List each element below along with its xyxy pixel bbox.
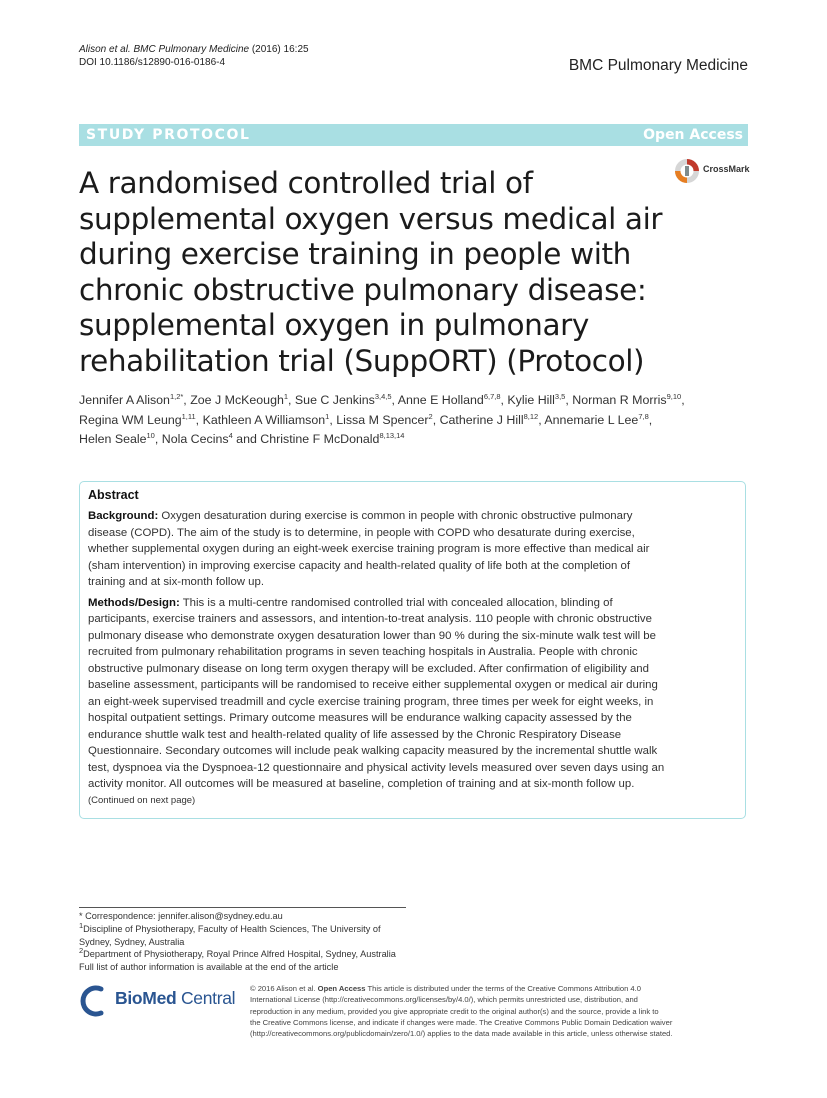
license-line: reproduction in any medium, provided you give appropriate credit to the original author(s) and the source, provide a link to bbox=[250, 1006, 659, 1016]
abstract-line: participants, exercise trainers and assessors, and intention-to-treat analysis. 110 people with chronic obstructive bbox=[88, 613, 652, 625]
author[interactable] bbox=[162, 432, 233, 446]
abstract-body bbox=[88, 508, 743, 793]
author-name: Catherine J Hill bbox=[439, 412, 524, 427]
author-name: Lissa M Spencer bbox=[336, 412, 429, 427]
abstract-line: disease (COPD). The aim of the study is to determine, in people with COPD who desaturate during exercise, bbox=[88, 526, 635, 539]
title-line: A randomised controlled trial of bbox=[79, 166, 533, 200]
author[interactable] bbox=[440, 413, 539, 427]
author[interactable] bbox=[190, 393, 288, 407]
author[interactable] bbox=[507, 393, 565, 407]
crossmark-label: CrossMark bbox=[703, 164, 750, 174]
footnotes bbox=[79, 910, 396, 974]
abstract-line: recruited from pulmonary rehabilitation programs in seven teaching hospitals in Australia. People with chronic bbox=[88, 646, 638, 658]
study-type-label: STUDY PROTOCOL bbox=[86, 127, 251, 143]
author-affiliation-sup: 7,8 bbox=[638, 411, 649, 421]
author-affiliation-sup: 3,5 bbox=[554, 391, 566, 401]
author-name: Helen Seale bbox=[79, 432, 147, 446]
affiliation-1-cont: Sydney, Sydney, Australia bbox=[79, 936, 185, 947]
author-affiliation-sup: 8,13,14 bbox=[379, 430, 405, 440]
author-name: Sue C Jenkins bbox=[294, 393, 375, 407]
author-name: Annemarie L Lee bbox=[544, 412, 639, 427]
author-info-note: Full list of author information is available at the end of the article bbox=[79, 962, 339, 973]
author-name: Nola Cecins bbox=[161, 432, 229, 446]
abstract-line: Questionnaire. Secondary outcomes will include peak walking capacity measured by the incremental shuttle walk bbox=[88, 745, 658, 757]
publisher-name-bold: BioMed bbox=[115, 988, 177, 1008]
abstract-line: Background: Oxygen desaturation during exercise is common in people with chronic obstructive pulmonary bbox=[88, 510, 633, 522]
abstract-line: endurance shuttle walk test and health-related quality of life assessed by the Chronic Respiratory Disease bbox=[88, 728, 622, 741]
abstract-heading: Abstract bbox=[88, 488, 139, 502]
author-affiliation-sup: 1 bbox=[283, 391, 289, 401]
abstract-line: obstructive pulmonary disease on long term oxygen therapy will be excluded. After confirmation of eligibility and bbox=[88, 662, 649, 675]
section-label: Background: bbox=[88, 510, 159, 522]
license-line: the Creative Commons license, and indicate if changes were made. The Creative Commons Public Domain Dedication waiver bbox=[250, 1017, 673, 1027]
title-line: rehabilitation trial (SuppORT) (Protocol) bbox=[79, 343, 645, 378]
author[interactable] bbox=[398, 393, 501, 407]
license-line-1: © 2016 Alison et al. Open Access This article is distributed under the terms of the Creative Commons Attribution 4.0 bbox=[250, 984, 641, 993]
author-line: Helen Seale$^{10}$, Nola Cecins$^4$ and Christine F McDonald$^{8,13,14}$ bbox=[79, 430, 405, 446]
author-affiliation-sup: 4 bbox=[228, 430, 233, 440]
author[interactable] bbox=[203, 413, 330, 427]
author[interactable] bbox=[295, 393, 392, 407]
author[interactable] bbox=[79, 413, 196, 427]
section-label: Methods/Design: bbox=[88, 596, 180, 609]
continued-note: (Continued on next page) bbox=[88, 794, 196, 806]
author[interactable] bbox=[79, 432, 155, 446]
title-line: chronic obstructive pulmonary disease: bbox=[79, 272, 647, 307]
author-name: Regina WM Leung bbox=[79, 412, 182, 427]
footnote-divider bbox=[79, 907, 406, 908]
crossmark-badge[interactable] bbox=[673, 157, 753, 185]
author-name: Kathleen A Williamson bbox=[202, 412, 326, 427]
license-text bbox=[250, 983, 673, 1039]
abstract-line: activity monitor. All outcomes will be measured at baseline, completion of training and at six-month follow up. bbox=[88, 778, 635, 790]
doi: DOI 10.1186/s12890-016-0186-4 bbox=[79, 57, 226, 68]
open-access-label: Open Access bbox=[643, 127, 743, 143]
author-line: Jennifer A Alison$^{1,2*}$, Zoe J McKeough$^1$, Sue C Jenkins$^{3,4,5}$, Anne E Holland$^{6,7,8}$, Kylie Hill$^{3,5}$, Norman R Morris$^{9,10}$, bbox=[79, 391, 685, 407]
author-list bbox=[79, 391, 749, 450]
license-line: International License (http://creativecommons.org/licenses/by/4.0/), which permits unrestricted use, distribution, and bbox=[250, 995, 638, 1005]
author-affiliation-sup: 6,7,8 bbox=[483, 391, 501, 401]
abstract-line: training and at six-month follow up. bbox=[88, 576, 265, 588]
abstract-line: Methods/Design: This is a multi-centre randomised controlled trial with concealed allocation, blinding of bbox=[88, 596, 613, 609]
author[interactable] bbox=[336, 413, 432, 427]
biomed-central-icon bbox=[79, 984, 113, 1018]
crossmark-icon bbox=[673, 157, 701, 185]
biomed-central-logo bbox=[79, 981, 239, 1021]
author[interactable] bbox=[572, 393, 681, 407]
article-type-banner bbox=[79, 124, 748, 146]
abstract-box bbox=[79, 481, 746, 819]
author-affiliation-sup: 1,11 bbox=[181, 411, 196, 421]
abstract-line: test, dyspnoea via the Dyspnoea-12 questionnaire and physical activity levels measured over seven days using an bbox=[88, 761, 665, 774]
abstract-line: (sham intervention) in improving exercise capacity and health-related quality of life both at the completion of bbox=[88, 559, 630, 572]
correspondence: * Correspondence: jennifer.alison@sydney.edu.au bbox=[79, 911, 283, 921]
author-name: Jennifer A Alison bbox=[79, 393, 170, 407]
title-line: during exercise training in people with bbox=[79, 237, 631, 272]
abstract-line: baseline assessment, participants will be randomised to receive either supplemental oxygen or medical air during bbox=[88, 679, 658, 691]
citation-line-1: Alison et al. BMC Pulmonary Medicine (2016) 16:25 bbox=[79, 44, 309, 55]
abstract-line: pulmonary disease who demonstrate oxygen desaturation lower than 90 % during the six-minute walk test will be bbox=[88, 629, 656, 642]
author-affiliation-sup: 9,10 bbox=[666, 391, 682, 401]
author-affiliation-sup: 2 bbox=[428, 411, 433, 421]
author-name: Zoe J McKeough bbox=[190, 393, 284, 407]
title-line: supplemental oxygen versus medical air bbox=[79, 201, 663, 236]
article-title bbox=[79, 166, 663, 380]
author-name: Anne E Holland bbox=[397, 393, 484, 407]
author[interactable] bbox=[544, 413, 648, 427]
author[interactable] bbox=[260, 432, 404, 446]
author-affiliation-sup: 1,2* bbox=[169, 391, 184, 401]
license-line: (http://creativecommons.org/publicdomain/zero/1.0/) applies to the data made available in this article, unless otherwise stated. bbox=[250, 1029, 673, 1039]
author[interactable] bbox=[79, 393, 183, 407]
abstract-line: whether supplemental oxygen during an eight-week exercise training program is more effective than medical air bbox=[88, 543, 650, 555]
citation bbox=[79, 43, 309, 69]
journal-name: BMC Pulmonary Medicine bbox=[568, 57, 748, 74]
title-line: supplemental oxygen in pulmonary bbox=[79, 308, 589, 343]
author-affiliation-sup: 8,12 bbox=[523, 411, 539, 421]
affiliation-1: $^1$Discipline of Physiotherapy, Faculty of Health Sciences, The University of bbox=[79, 920, 381, 934]
author-affiliation-sup: 1 bbox=[325, 411, 330, 421]
author-affiliation-sup: 3,4,5 bbox=[374, 391, 392, 401]
author-affiliation-sup: 10 bbox=[146, 430, 155, 440]
publisher-name-regular: Central bbox=[176, 988, 236, 1008]
affiliation-2: $^2$Department of Physiotherapy, Royal Prince Alfred Hospital, Sydney, Australia bbox=[79, 946, 396, 960]
abstract-line: an eight-week supervised treadmill and cycle exercise training program, three times per week for eight weeks, in bbox=[88, 695, 654, 708]
abstract-line: hospital outpatient settings. Primary outcome measures will be endurance walking capacity assessed by the bbox=[88, 712, 632, 724]
author-name: Kylie Hill bbox=[507, 393, 555, 407]
author-name: Norman R Morris bbox=[572, 393, 667, 407]
author-name: Christine F McDonald bbox=[260, 432, 380, 446]
author-line: Regina WM Leung$^{1,11}$, Kathleen A Williamson$^1$, Lissa M Spencer$^2$, Catherine J Hill$^{8,12}$, Annemarie L Lee$^{7,8}$, bbox=[79, 411, 653, 427]
